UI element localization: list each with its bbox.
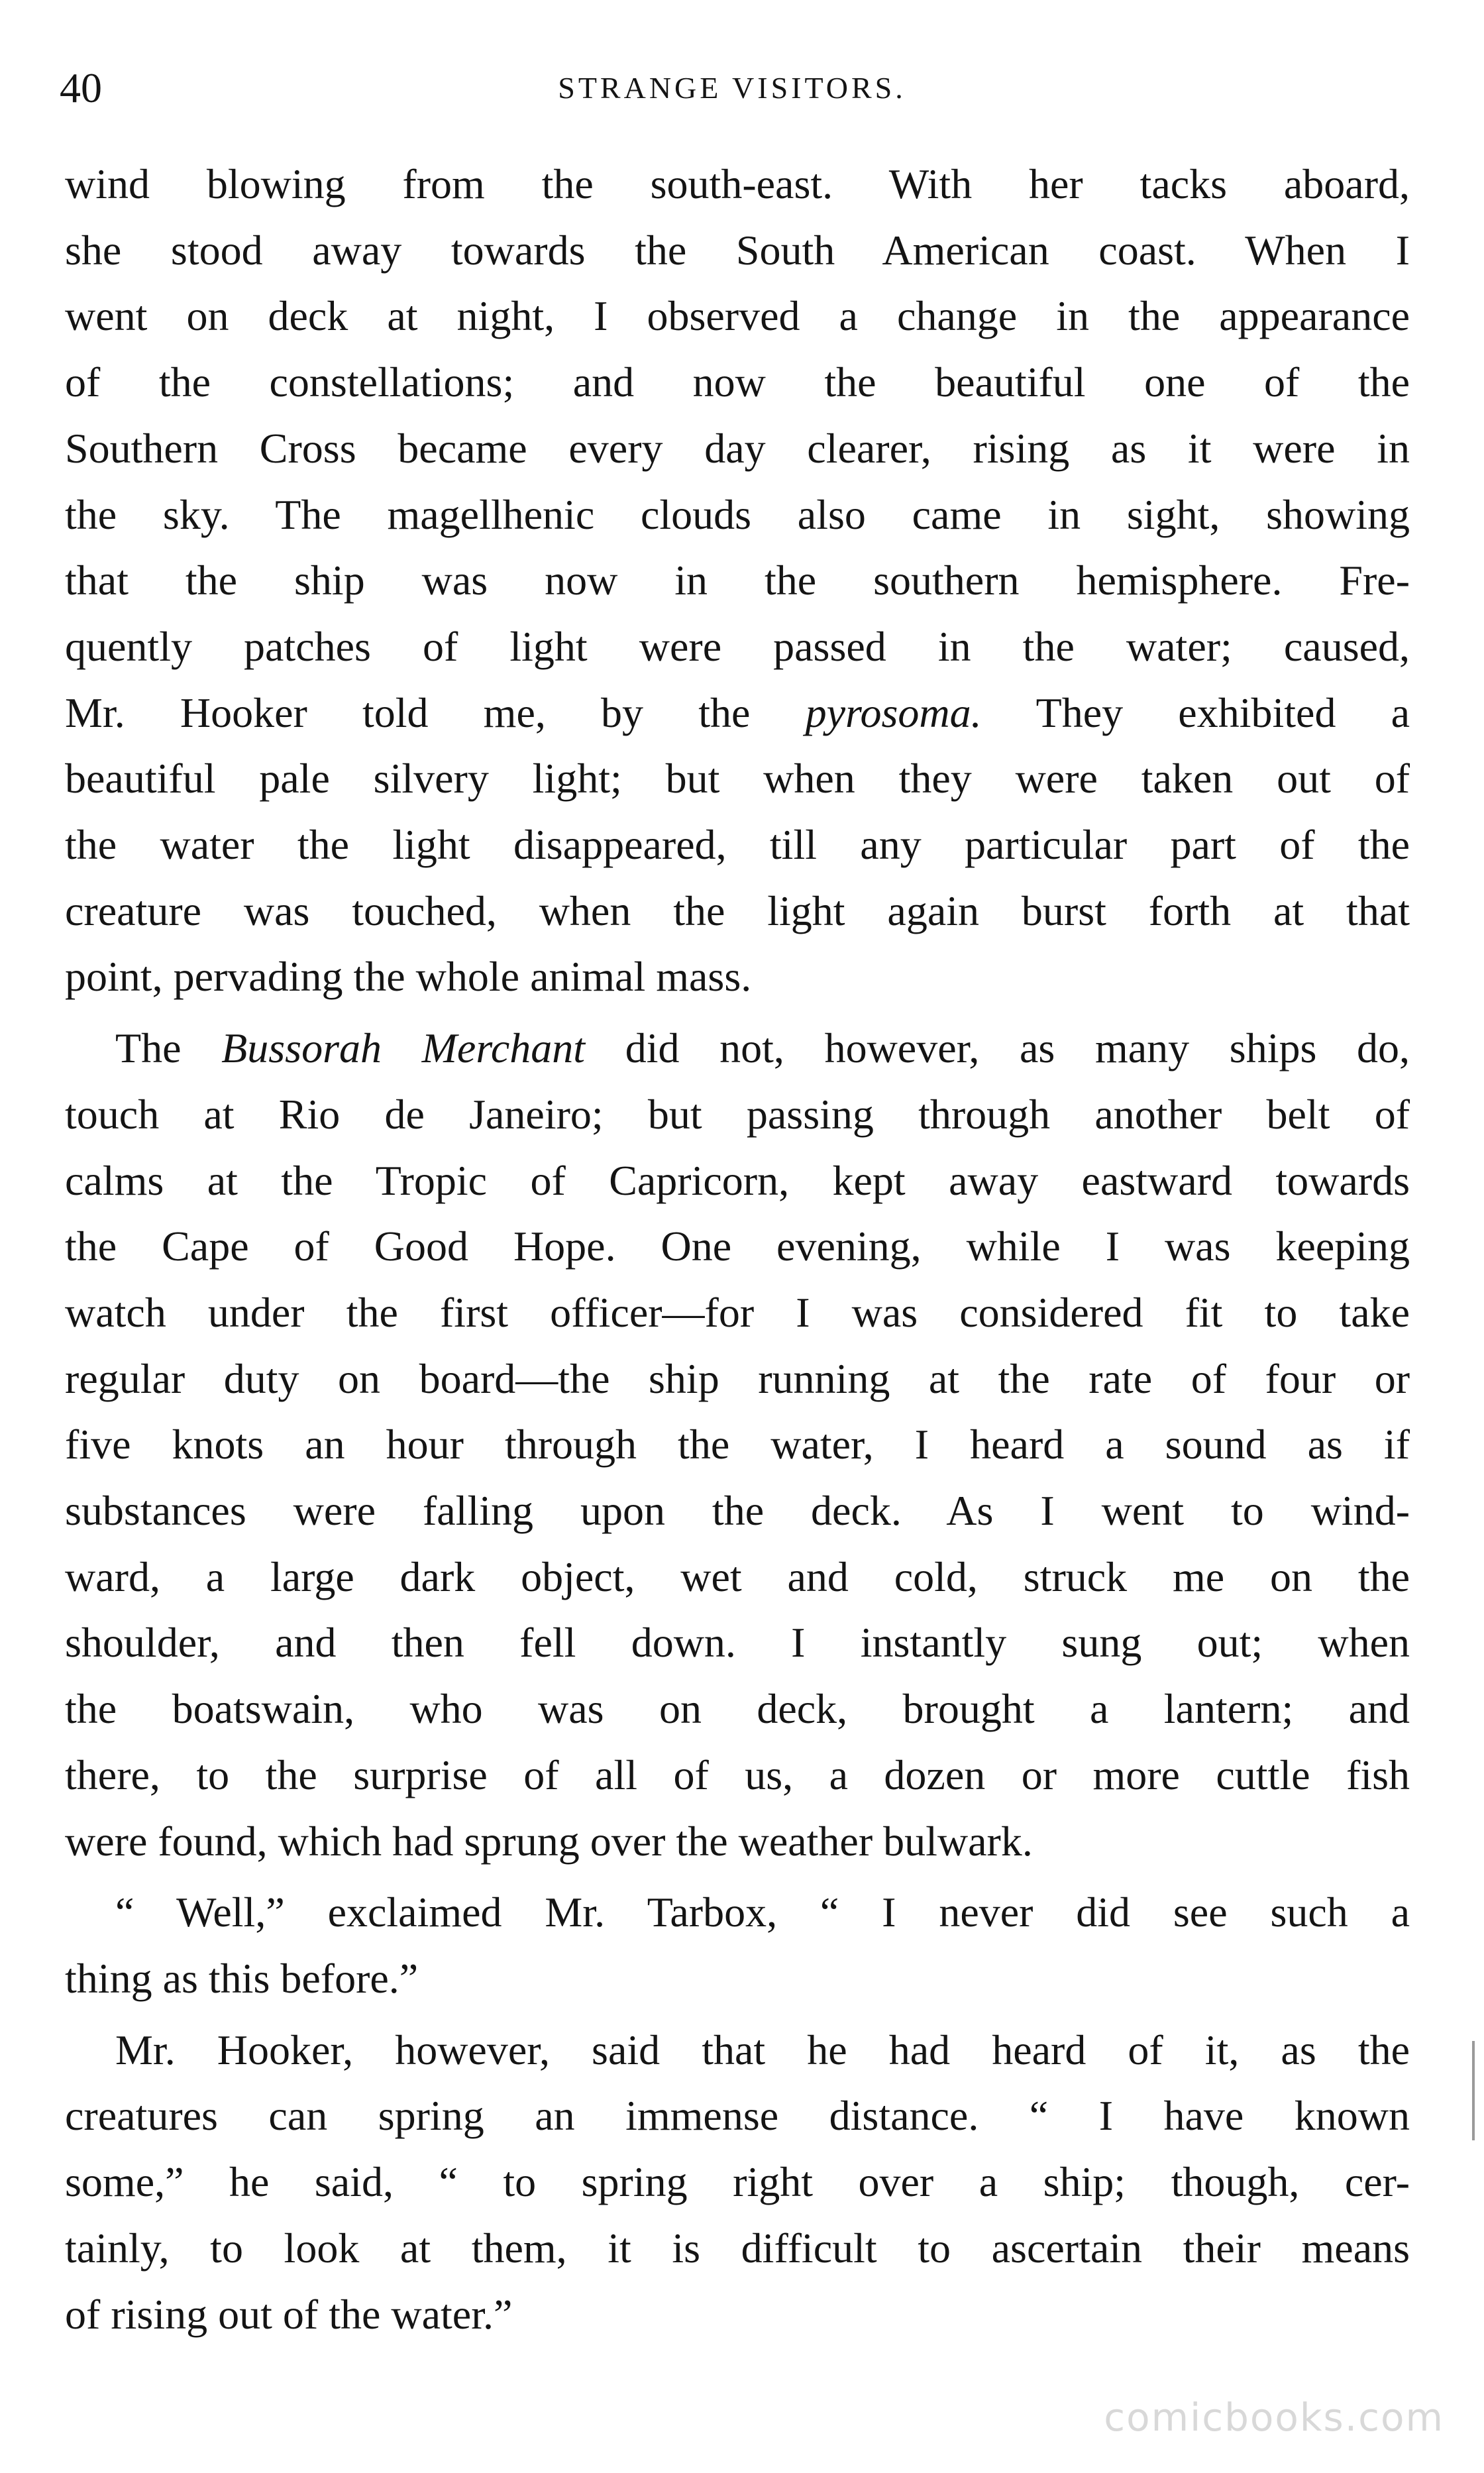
- text-line: some,” he said, “ to spring right over a ship; though, cer-: [65, 2158, 1410, 2206]
- running-title: STRANGE VISITORS.: [558, 71, 906, 105]
- text-line: ward, a large dark object, wet and cold, struck me on the: [65, 1553, 1410, 1600]
- text-line: creature was touched, when the light again burst forth at that: [65, 887, 1410, 934]
- paragraph-3: [65, 1879, 1410, 2011]
- italic-term: pyrosoma.: [805, 688, 982, 736]
- text-line: touch at Rio de Janeiro; but passing through another belt of: [65, 1090, 1410, 1138]
- text-line: shoulder, and then fell down. I instantly sung out; when: [65, 1619, 1410, 1667]
- text-line: point, pervading the whole animal mass.: [65, 953, 752, 1001]
- paragraph-4: [65, 2017, 1410, 2348]
- text-run: The: [115, 1024, 182, 1072]
- text-line: Southern Cross became every day clearer, rising as it were in: [65, 424, 1410, 472]
- text-line: the boatswain, who was on deck, brought a lantern; and: [65, 1685, 1410, 1733]
- text-line: of the constellations; and now the beautiful one of the: [65, 358, 1410, 406]
- text-line: “ Well,” exclaimed Mr. Tarbox, “ I never did see such a: [115, 1889, 1410, 1936]
- text-line: went on deck at night, I observed a change in the appearance: [65, 292, 1410, 340]
- text-line: the Cape of Good Hope. One evening, while I was keeping: [65, 1223, 1410, 1270]
- text-run: Mr. Hooker told me, by the: [65, 688, 751, 736]
- text-line: she stood away towards the South American coast. When I: [65, 226, 1410, 274]
- text-line: beautiful pale silvery light; but when they were taken out of: [65, 755, 1410, 802]
- text-line: were found, which had sprung over the weather bulwark.: [65, 1817, 1033, 1865]
- text-line: [65, 1015, 1410, 1081]
- italic-ship-name: Bussorah Merchant: [221, 1024, 586, 1072]
- paragraph-2: [65, 1015, 1410, 1874]
- text-line: the water the light disappeared, till any particular part of the: [65, 821, 1410, 869]
- text-line: Mr. Hooker, however, said that he had heard of it, as the: [115, 2026, 1410, 2073]
- text-line: quently patches of light were passed in the water; caused,: [65, 622, 1410, 670]
- body-text: [65, 151, 1410, 2347]
- text-line: there, to the surprise of all of us, a dozen or more cuttle fish: [65, 1751, 1410, 1798]
- page-edge-mark: [1472, 2041, 1475, 2140]
- text-line: [65, 680, 1410, 746]
- page-header: [60, 58, 1404, 118]
- text-line: substances were falling upon the deck. As I went to wind-: [65, 1487, 1410, 1535]
- watermark: comicbooks.com: [1104, 2395, 1444, 2440]
- text-line: tainly, to look at them, it is difficult to ascertain their means: [65, 2224, 1410, 2272]
- text-line: that the ship was now in the southern hemisphere. Fre-: [65, 557, 1410, 604]
- text-line: calms at the Tropic of Capricorn, kept away eastward towards: [65, 1156, 1410, 1204]
- text-line: creatures can spring an immense distance. “ I have known: [65, 2092, 1410, 2140]
- text-line: the sky. The magellhenic clouds also came in sight, showing: [65, 490, 1410, 538]
- text-line: watch under the first officer—for I was considered fit to take: [65, 1288, 1410, 1336]
- text-run: They exhibited a: [1035, 688, 1410, 736]
- text-line: regular duty on board—the ship running at the rate of four or: [65, 1354, 1410, 1402]
- text-line: five knots an hour through the water, I heard a sound as if: [65, 1421, 1410, 1468]
- paragraph-1: [65, 151, 1410, 1010]
- text-run: did not, however, as many ships do,: [625, 1024, 1410, 1072]
- text-line: thing as this before.”: [65, 1954, 419, 2002]
- text-line: of rising out of the water.”: [65, 2290, 513, 2338]
- page-number: 40: [60, 64, 102, 111]
- text-line: wind blowing from the south-east. With her tacks aboard,: [65, 160, 1410, 207]
